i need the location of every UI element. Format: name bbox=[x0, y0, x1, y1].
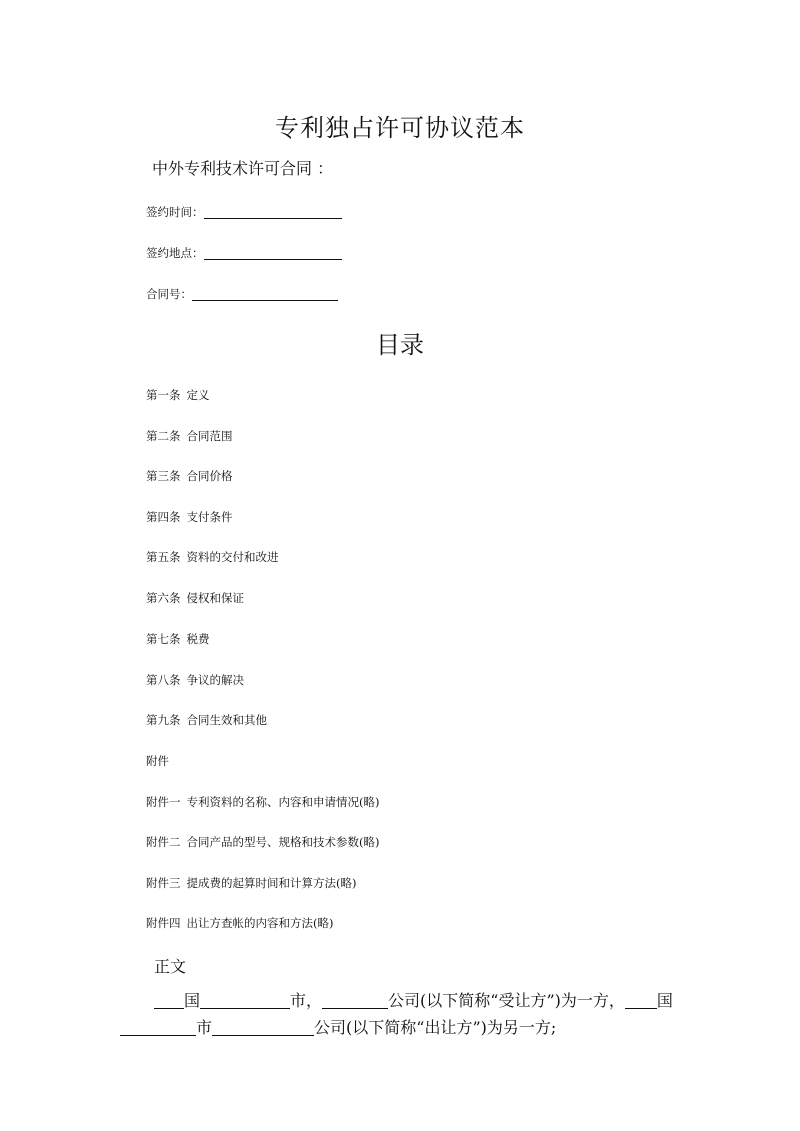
toc-item-number: 附件一 bbox=[146, 795, 181, 809]
toc-item bbox=[146, 875, 356, 891]
toc-item-number: 附件 bbox=[146, 754, 169, 768]
toc-item bbox=[146, 387, 210, 403]
toc-item-text: 侵权和保证 bbox=[186, 591, 244, 605]
city-text-2: 市 bbox=[196, 1018, 213, 1037]
sign-place-label: 签约地点： bbox=[146, 246, 204, 260]
sign-time-blank bbox=[204, 206, 342, 219]
toc-item bbox=[146, 834, 379, 850]
toc-item bbox=[146, 794, 379, 810]
toc-item-text: 合同产品的型号、规格和技术参数(略) bbox=[186, 835, 380, 849]
toc-item bbox=[146, 468, 233, 484]
company-blank bbox=[322, 992, 388, 1009]
toc-item-number: 附件三 bbox=[146, 876, 181, 890]
toc-item-text: 出让方查帐的内容和方法(略) bbox=[186, 916, 334, 930]
city-blank bbox=[200, 992, 290, 1009]
toc-item-number: 附件二 bbox=[146, 835, 181, 849]
toc-item-text: 合同生效和其他 bbox=[186, 713, 267, 727]
toc-item bbox=[146, 915, 333, 931]
toc-item bbox=[146, 590, 244, 606]
document-subtitle: 中外专利技术许可合同 ： bbox=[152, 159, 334, 178]
toc-item-number: 第四条 bbox=[146, 510, 181, 524]
toc-item-text: 争议的解决 bbox=[186, 673, 244, 687]
country-blank bbox=[154, 992, 184, 1009]
toc-item bbox=[146, 428, 233, 444]
toc-item bbox=[146, 753, 175, 769]
company-text-2: 公司(以下简称“出让方”)为另一方; bbox=[314, 1018, 557, 1037]
toc-item bbox=[146, 509, 233, 525]
toc-item-number: 附件四 bbox=[146, 916, 181, 930]
toc-item-number: 第九条 bbox=[146, 713, 181, 727]
toc-item bbox=[146, 672, 244, 688]
toc-item bbox=[146, 631, 210, 647]
country-text-2: 国 bbox=[656, 991, 673, 1010]
paragraph-line-2 bbox=[120, 1015, 556, 1038]
toc-item-text: 合同范围 bbox=[186, 429, 233, 443]
sign-place-blank bbox=[204, 247, 342, 260]
paragraph-line-1 bbox=[154, 988, 673, 1011]
toc-item-text: 资料的交付和改进 bbox=[186, 550, 279, 564]
toc-item-number: 第六条 bbox=[146, 591, 181, 605]
toc-item bbox=[146, 549, 279, 565]
toc-item-number: 第二条 bbox=[146, 429, 181, 443]
toc-heading: 目录 bbox=[376, 331, 424, 359]
toc-item-text: 合同价格 bbox=[186, 469, 233, 483]
body-heading: 正文 bbox=[154, 957, 187, 976]
contract-no-line bbox=[146, 286, 338, 302]
toc-item-text: 专利资料的名称、内容和申请情况(略) bbox=[186, 795, 380, 809]
contract-no-blank bbox=[192, 288, 338, 301]
company-blank-2 bbox=[212, 1019, 314, 1036]
toc-item-text: 支付条件 bbox=[186, 510, 233, 524]
document-title: 专利独占许可协议范本 bbox=[275, 114, 525, 142]
toc-item-number: 第三条 bbox=[146, 469, 181, 483]
toc-item-number: 第五条 bbox=[146, 550, 181, 564]
sign-time-line bbox=[146, 204, 342, 220]
city-text: 市， bbox=[290, 991, 323, 1010]
sign-place-line bbox=[146, 245, 342, 261]
country-text: 国 bbox=[184, 991, 201, 1010]
country-blank-2 bbox=[625, 992, 657, 1009]
company-text: 公司(以下简称“受让方”)为一方， bbox=[388, 991, 625, 1010]
toc-item-number: 第七条 bbox=[146, 632, 181, 646]
toc-item-text: 定义 bbox=[186, 388, 210, 402]
city-blank-2 bbox=[120, 1019, 196, 1036]
contract-no-label: 合同号： bbox=[146, 287, 192, 301]
toc-item-text: 税费 bbox=[186, 632, 210, 646]
sign-time-label: 签约时间： bbox=[146, 205, 204, 219]
toc-item-number: 第一条 bbox=[146, 388, 181, 402]
toc-item-number: 第八条 bbox=[146, 673, 181, 687]
toc-item bbox=[146, 712, 267, 728]
toc-item-text: 提成费的起算时间和计算方法(略) bbox=[186, 876, 357, 890]
